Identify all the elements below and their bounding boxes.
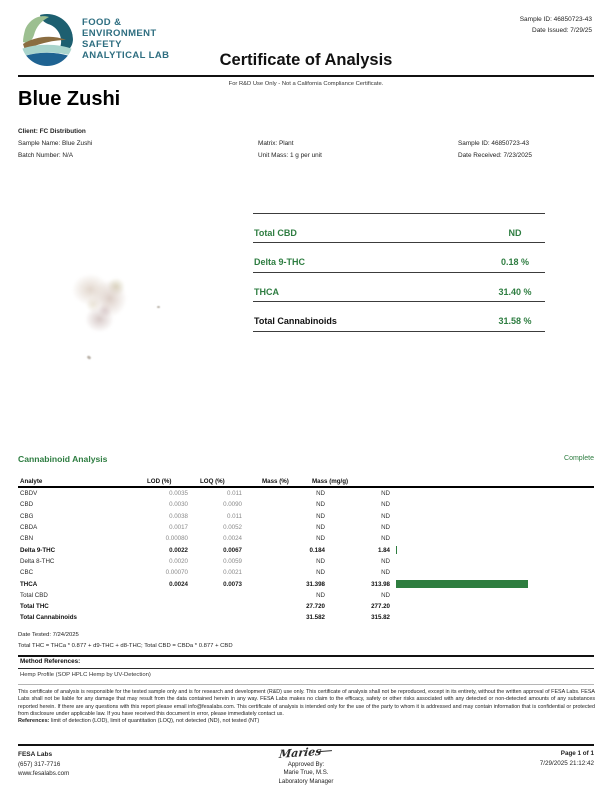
analysis-row — [18, 499, 594, 510]
method-reference-text: Hemp Profile (SOP HPLC Hemp by UV-Detection) — [20, 671, 151, 678]
analysis-row — [18, 544, 594, 555]
analyte-name: CBC — [20, 569, 34, 577]
analysis-status-badge: Complete — [564, 455, 594, 462]
lab-name-line: ANALYTICAL LAB — [82, 50, 170, 62]
mass-percent-value: 31.398 — [306, 580, 325, 588]
approver-name: Marie True, M.S. — [283, 769, 329, 777]
batch-number-label: Batch Number: N/A — [18, 151, 74, 159]
summary-value: 0.18 % — [500, 257, 530, 268]
method-divider-mid — [18, 668, 594, 669]
mass-mgg-value: 1.84 — [377, 546, 390, 554]
lab-name-line: FOOD & — [82, 17, 122, 28]
analysis-row — [18, 578, 594, 589]
approved-by-label: Approved By: — [287, 761, 325, 768]
lod-value: 0.0022 — [169, 546, 188, 554]
column-header-analyte: Analyte — [20, 478, 43, 485]
matrix-info-column — [258, 126, 322, 161]
analysis-row — [18, 590, 594, 601]
lod-value: 0.0035 — [169, 490, 188, 498]
analysis-table-header — [18, 477, 594, 488]
summary-value: ND — [508, 227, 522, 238]
lod-value: 0.00070 — [165, 569, 188, 577]
sample-id-label: Sample ID: 46850723-43 — [458, 139, 530, 147]
matrix-label: Matrix: Plant — [258, 139, 294, 147]
certificate-title: Certificate of Analysis — [219, 51, 393, 69]
photo-debris — [87, 355, 92, 360]
footer-lab-contact — [18, 750, 69, 778]
sample-info-column — [458, 126, 532, 161]
mass-mgg-value: ND — [381, 569, 390, 577]
loq-value: 0.0059 — [223, 557, 242, 565]
lod-value: 0.0020 — [169, 557, 188, 565]
lab-name-line: SAFETY — [82, 39, 122, 51]
lod-value: 0.0038 — [169, 512, 188, 520]
summary-row — [253, 214, 545, 243]
mass-percent-value: ND — [316, 535, 325, 543]
references-text: limit of detection (LOD), limit of quantitation (LOQ), not detected (ND), not tested (NT) — [49, 717, 260, 724]
mass-mgg-value: ND — [381, 557, 390, 565]
loq-value: 0.0052 — [223, 524, 242, 532]
photo-debris — [157, 306, 160, 308]
lod-value: 0.00080 — [165, 535, 188, 543]
footer-approval-block — [226, 743, 386, 786]
analysis-row — [18, 488, 594, 499]
product-name: Blue Zushi — [18, 88, 121, 110]
date-tested-note: Date Tested: 7/24/2025 — [18, 632, 79, 638]
footer-lab-name: FESA Labs — [18, 751, 53, 758]
analysis-table-body — [18, 488, 594, 624]
loq-value: 0.011 — [226, 512, 242, 520]
print-timestamp: 7/29/2025 21:12:42 — [539, 759, 594, 767]
method-divider-top — [18, 655, 594, 657]
analyte-name: Delta 8-THC — [20, 557, 55, 565]
mass-mgg-value: 277.20 — [371, 603, 390, 611]
analyte-name: THCA — [20, 580, 38, 588]
mass-percent-value: ND — [316, 557, 325, 565]
footer-page-block — [540, 749, 594, 769]
client-label: Client: FC Distribution — [18, 128, 86, 135]
header-sample-meta — [520, 15, 592, 36]
mass-percent-value: ND — [316, 490, 325, 498]
footer-website: www.fesalabs.com — [18, 770, 70, 778]
lod-value: 0.0024 — [169, 580, 188, 588]
legal-disclaimer: This certificate of analysis is responsible for the tested sample only and is for research and development (R&D) use only. This certificate of analysis shall not be reproduced, except in its entirety, without the written approval of FESA Labs. FESA Labs shall not be liable for any damage that may result from the data contained herein in any way. FESA Labs makes no claim to the efficacy, safety or other risks associated with any detected or non-detected amounts of any substances reported herein. If there are any questions with this report please email info@fesalabs.com. This certificate of analysis is intended only for the use of the party to whom it is addressed and may contain information that is confidential or protected from disclosure under applicable law. If you have received this document in error, please immediately contact us. — [18, 689, 595, 718]
loq-value: 0.0090 — [223, 501, 242, 509]
unit-mass-label: Unit Mass: 1 g per unit — [258, 151, 322, 159]
header-date-issued: Date Issued: 7/29/25 — [532, 26, 592, 34]
mass-percent-bar — [396, 546, 397, 554]
mass-mgg-value: 315.82 — [371, 614, 390, 622]
total-thc-formula-note: Total THC = THCa * 0.877 + d9-THC + d8-THC; Total CBD = CBDa * 0.877 + CBD — [18, 643, 233, 649]
column-header-lod: LOD (%) — [147, 478, 172, 485]
mass-mgg-value: ND — [381, 512, 390, 520]
lod-value: 0.0030 — [169, 501, 188, 509]
references-label: References: — [18, 717, 50, 724]
analysis-row — [18, 511, 594, 522]
analysis-row — [18, 556, 594, 567]
analyte-name: CBD — [20, 501, 34, 509]
mass-mgg-value: ND — [381, 535, 390, 543]
summary-row — [253, 243, 545, 272]
references-note — [18, 718, 259, 724]
loq-value: 0.0021 — [223, 569, 242, 577]
summary-value: 31.40 % — [498, 286, 532, 297]
summary-row — [253, 273, 545, 302]
lab-name-line: ENVIRONMENT — [82, 28, 157, 40]
column-header-loq: LOQ (%) — [200, 478, 225, 485]
summary-label: THCA — [254, 286, 279, 297]
column-header-mass-pct: Mass (%) — [262, 478, 289, 485]
loq-value: 0.0067 — [223, 546, 242, 554]
analyte-name: CBG — [20, 512, 34, 520]
header-sample-id: Sample ID: 46850723-43 — [519, 16, 592, 23]
mass-percent-bar — [396, 580, 528, 588]
cannabinoid-analysis-table — [18, 477, 594, 624]
mass-percent-value: ND — [316, 501, 325, 509]
mass-percent-value: 31.582 — [306, 614, 325, 622]
analyte-name: CBN — [20, 535, 34, 543]
analyte-name: Total Cannabinoids — [20, 614, 77, 622]
footer-phone: (657) 317-7716 — [18, 760, 61, 768]
mass-mgg-value: 313.98 — [371, 580, 390, 588]
method-references-title: Method References: — [20, 658, 81, 665]
mass-percent-value: 0.184 — [309, 546, 325, 554]
loq-value: 0.0024 — [223, 535, 242, 543]
analyte-name: CBDA — [20, 524, 38, 532]
mass-mgg-value: ND — [381, 490, 390, 498]
column-header-mass-mgg: Mass (mg/g) — [312, 478, 349, 485]
summary-value: 31.58 % — [498, 316, 532, 327]
certificate-subtitle: For R&D Use Only - Not a California Compliance Certificate. — [228, 81, 384, 87]
lod-value: 0.0017 — [169, 524, 188, 532]
analysis-row — [18, 533, 594, 544]
header-divider — [18, 75, 594, 77]
date-received-label: Date Received: 7/23/2025 — [458, 151, 532, 159]
mass-percent-value: ND — [316, 569, 325, 577]
mass-percent-value: 27.720 — [306, 603, 325, 611]
sample-name-label: Sample Name: Blue Zushi — [18, 139, 93, 147]
loq-value: 0.0073 — [223, 580, 242, 588]
analysis-row — [18, 567, 594, 578]
mass-mgg-value: ND — [381, 591, 390, 599]
analysis-row — [18, 612, 594, 623]
analysis-row — [18, 601, 594, 612]
summary-label: Total Cannabinoids — [254, 316, 337, 327]
analyte-name: Total CBD — [20, 591, 48, 599]
method-divider-bottom — [18, 684, 594, 685]
analyte-name: Delta 9-THC — [20, 546, 56, 554]
client-info-column — [18, 126, 92, 162]
mass-percent-value: ND — [316, 524, 325, 532]
analyte-name: Total THC — [20, 603, 49, 611]
mass-mgg-value: ND — [381, 501, 390, 509]
potency-summary-table — [253, 213, 545, 332]
analyte-name: CBDV — [20, 490, 38, 498]
sample-photo — [70, 266, 134, 340]
summary-row — [253, 302, 545, 331]
summary-label: Total CBD — [254, 227, 297, 238]
loq-value: 0.011 — [226, 490, 242, 498]
analysis-row — [18, 522, 594, 533]
page-number: Page 1 of 1 — [560, 750, 594, 757]
mass-mgg-value: ND — [381, 524, 390, 532]
mass-percent-value: ND — [316, 512, 325, 520]
approver-signature: Maries — [279, 744, 334, 761]
analysis-section-title: Cannabinoid Analysis — [18, 454, 108, 464]
mass-percent-value: ND — [316, 591, 325, 599]
approver-title: Laboratory Manager — [278, 777, 334, 785]
summary-label: Delta 9-THC — [254, 257, 306, 268]
